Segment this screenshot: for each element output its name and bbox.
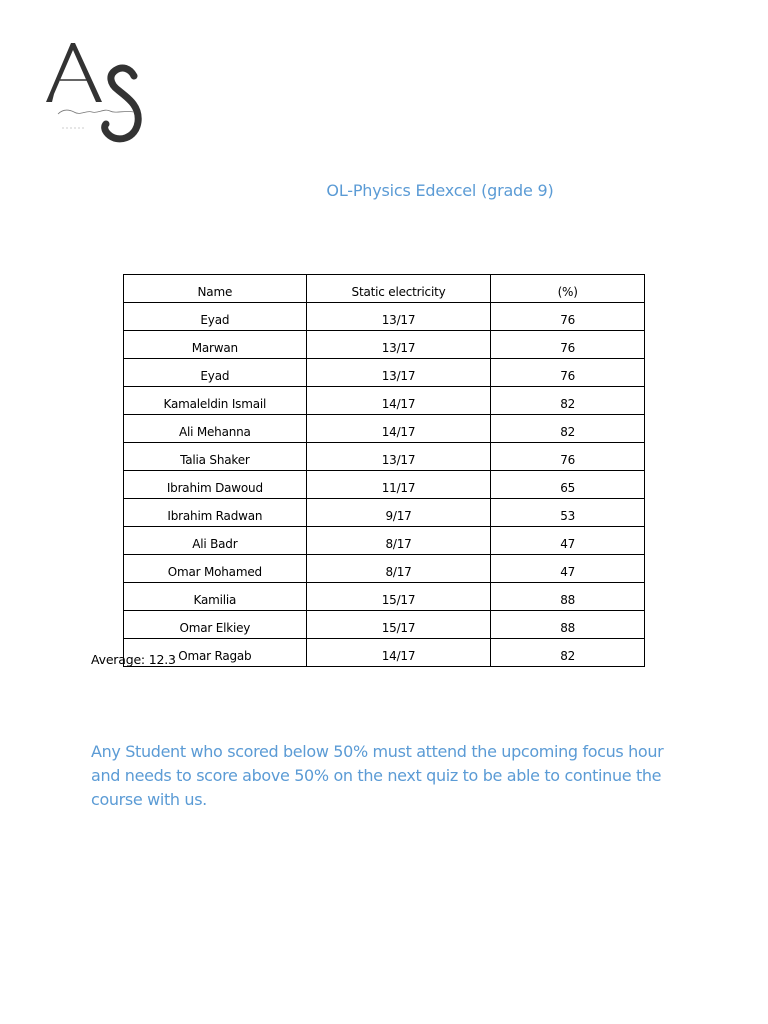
cell-name: Omar Mohamed [124,555,307,583]
table-row [124,303,645,331]
cell-score: 15/17 [306,611,491,639]
cell-score: 9/17 [306,499,491,527]
cell-percent: 88 [491,611,645,639]
table-row [124,471,645,499]
scores-table [123,274,645,667]
cell-score: 8/17 [306,527,491,555]
cell-name: Eyad [124,303,307,331]
cell-percent: 47 [491,555,645,583]
table-row [124,583,645,611]
cell-name: Omar Elkiey [124,611,307,639]
header-percent: (%) [491,275,645,303]
cell-score: 8/17 [306,555,491,583]
cell-name: Ali Badr [124,527,307,555]
table-row [124,639,645,667]
cell-name: Ibrahim Dawoud [124,471,307,499]
cell-percent: 76 [491,443,645,471]
header-name: Name [124,275,307,303]
cell-percent: 76 [491,303,645,331]
cell-name: Talia Shaker [124,443,307,471]
logo [44,38,144,148]
table-row [124,359,645,387]
page-title: OL-Physics Edexcel (grade 9) [326,181,554,200]
cell-score: 13/17 [306,331,491,359]
table-row [124,555,645,583]
table-row [124,415,645,443]
cell-percent: 82 [491,387,645,415]
table-row [124,611,645,639]
cell-percent: 76 [491,331,645,359]
cell-percent: 88 [491,583,645,611]
notice-paragraph: Any Student who scored below 50% must attend the upcoming focus hour and needs to score above 50% on the next quiz to be able to continue the course with us. [91,742,664,809]
cell-score: 11/17 [306,471,491,499]
cell-name: Kamilia [124,583,307,611]
table-row [124,527,645,555]
cell-score: 14/17 [306,639,491,667]
cell-score: 15/17 [306,583,491,611]
cell-name: Ibrahim Radwan [124,499,307,527]
average-text: Average: 12.3 [91,652,176,667]
logo-graphic [44,38,144,148]
cell-score: 14/17 [306,415,491,443]
cell-score: 13/17 [306,443,491,471]
cell-percent: 65 [491,471,645,499]
cell-name: Omar Ragab [124,639,307,667]
table-row [124,499,645,527]
cell-name: Kamaleldin Ismail [124,387,307,415]
cell-percent: 47 [491,527,645,555]
table-header-row [124,275,645,303]
cell-percent: 82 [491,415,645,443]
cell-score: 13/17 [306,303,491,331]
table-row [124,443,645,471]
table-row [124,331,645,359]
cell-percent: 53 [491,499,645,527]
cell-score: 13/17 [306,359,491,387]
cell-name: Eyad [124,359,307,387]
cell-name: Ali Mehanna [124,415,307,443]
header-static-electricity: Static electricity [306,275,491,303]
cell-name: Marwan [124,331,307,359]
cell-score: 14/17 [306,387,491,415]
table-row [124,387,645,415]
cell-percent: 82 [491,639,645,667]
cell-percent: 76 [491,359,645,387]
